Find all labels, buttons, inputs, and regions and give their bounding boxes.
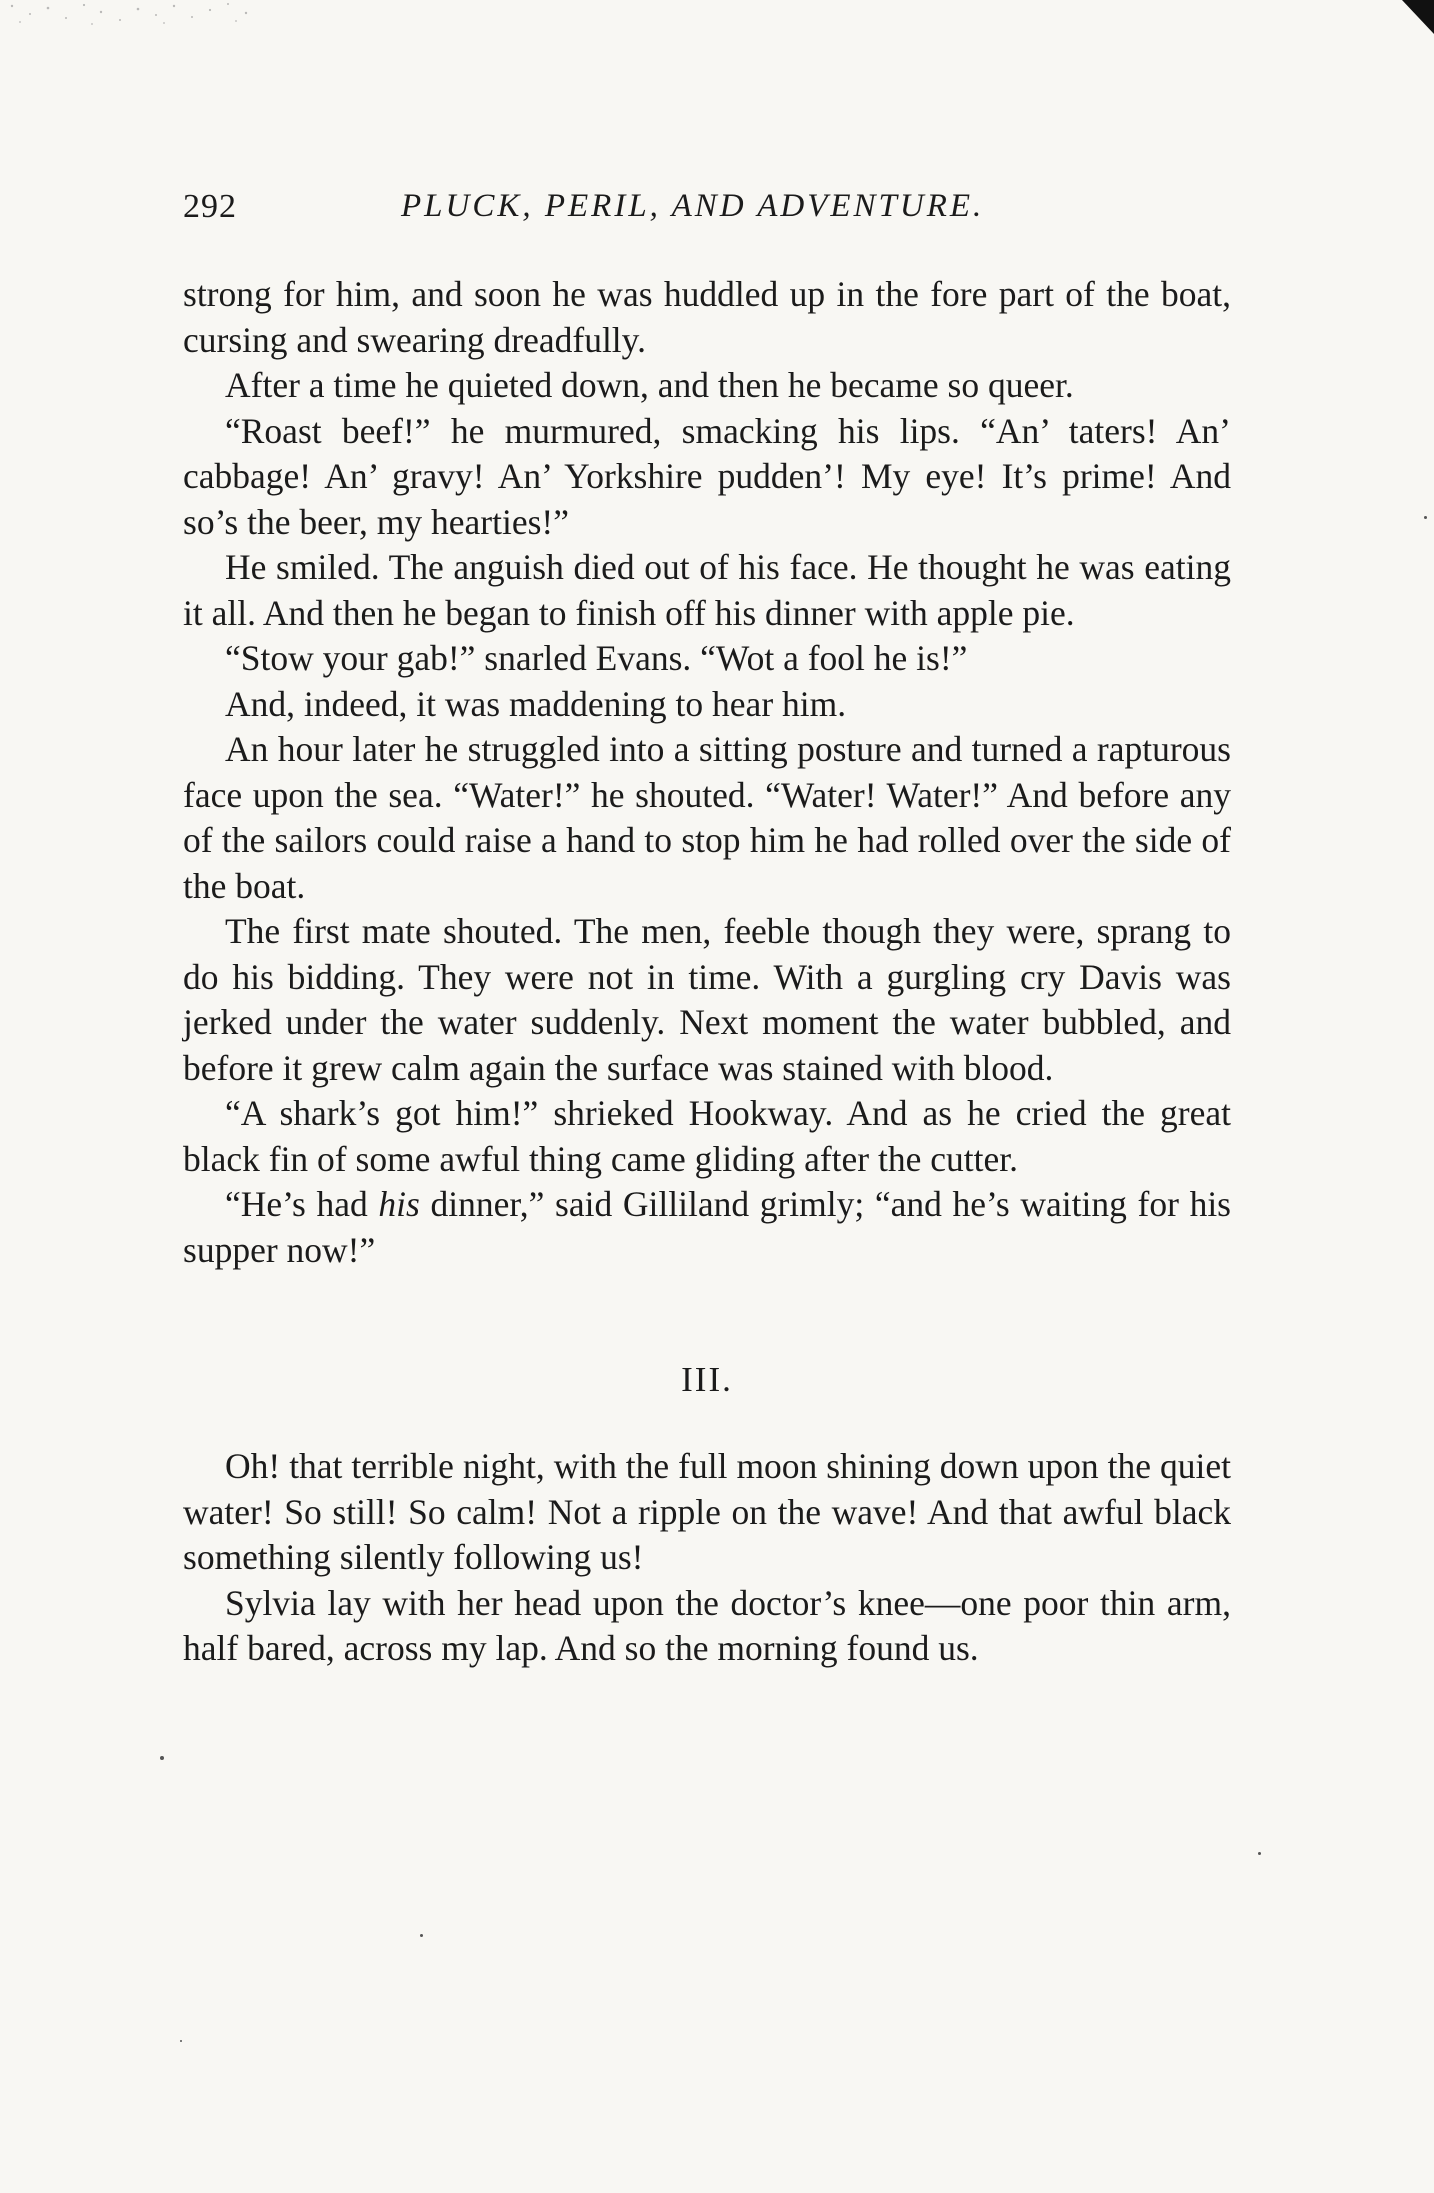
scan-dot: [1424, 516, 1427, 519]
paragraph-text: “He’s had: [225, 1184, 379, 1224]
scan-speckle: [0, 0, 260, 28]
paragraph: An hour later he struggled into a sitting posture and turned a rapturous face upon the sea. “Water!” he shouted. “Water! Water!” And before any of the sailors could raise a hand to stop him he had rolled over the side of the boat.: [183, 729, 1231, 906]
paragraph: The first mate shouted. The men, feeble though they were, sprang to do his bidding. They were not in time. With a gurgling cry Davis was jerked under the water suddenly. Next moment the water bubbled, and before it grew calm again the surface was stained with blood.: [183, 911, 1231, 1088]
paragraph: “Roast beef!” he murmured, smacking his lips. “An’ taters! An’ cabbage! An’ gravy! An’ Yorkshire pudden’! My eye! It’s prime! And so’s the beer, my hearties!”: [183, 410, 1231, 542]
paragraph: Oh! that terrible night, with the full moon shining down upon the quiet water! So still! So calm! Not a ripple on the wave! And that awful black something silently following us!: [183, 1446, 1231, 1577]
scan-dot: [180, 2040, 182, 2042]
paragraph: After a time he quieted down, and then he became so queer.: [225, 365, 1074, 405]
running-title: PLUCK, PERIL, AND ADVENTURE.: [401, 188, 985, 224]
paragraph-text: dinner,” said Gilliland grimly; “and he’s waiting for his supper now!”: [183, 1184, 1231, 1270]
paragraph: He smiled. The anguish died out of his face. He thought he was eating it all. And then he began to finish off his dinner with apple pie.: [183, 547, 1231, 633]
scan-dot: [420, 1934, 423, 1937]
paragraph: And, indeed, it was maddening to hear him.: [225, 683, 847, 724]
corner-tab-mark: [1394, 0, 1434, 40]
body-text: [183, 272, 1231, 1672]
page-number: 292: [183, 188, 237, 225]
paragraph: Sylvia lay with her head upon the doctor’s knee—one poor thin arm, half bared, across my lap. And so the morning found us.: [183, 1582, 1231, 1668]
emphasized-word: his: [378, 1184, 420, 1224]
paragraph: “Stow your gab!” snarled Evans. “Wot a fool he is!”: [225, 638, 968, 678]
scan-dot: [160, 1756, 164, 1760]
section-heading: III.: [681, 1360, 733, 1399]
paragraph: “A shark’s got him!” shrieked Hookway. And as he cried the great black fin of some awful thing came gliding after the cutter.: [183, 1093, 1231, 1179]
paragraph-with-emphasis: [183, 1182, 1231, 1273]
paragraph: strong for him, and soon he was huddled up in the fore part of the boat, cursing and swearing dreadfully.: [183, 274, 1231, 360]
scan-dot: [1258, 1852, 1261, 1855]
running-head: [183, 188, 1231, 238]
